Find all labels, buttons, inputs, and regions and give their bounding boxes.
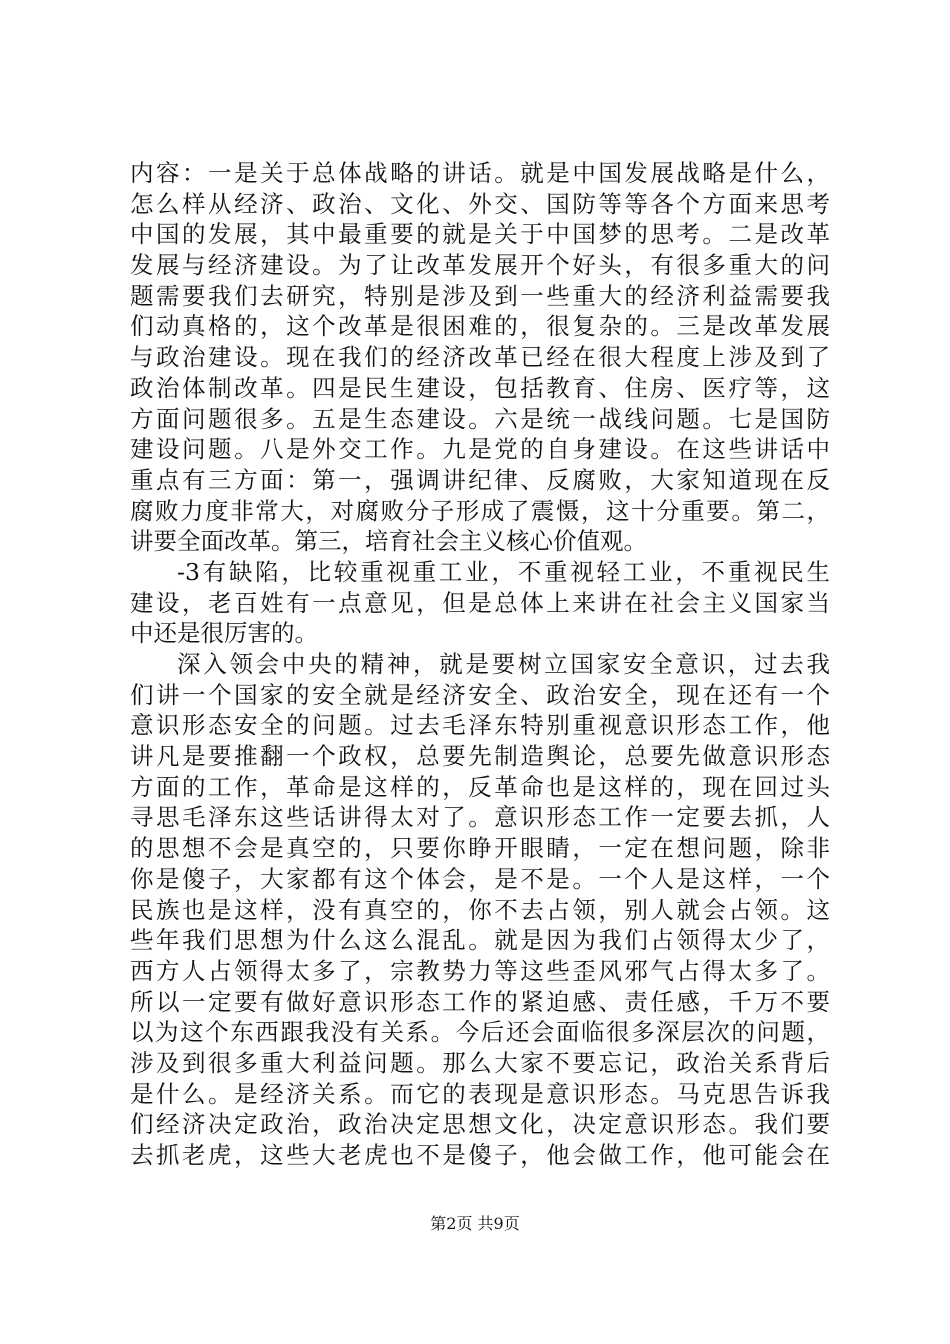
text-line: 中还是很厉害的。 — [130, 619, 318, 648]
text-line: 们动真格的，这个改革是很困难的，很复杂的。三是改革发展 — [130, 312, 830, 341]
page-footer: 第2页 共9页 — [430, 1214, 520, 1233]
text-line: 方面问题很多。五是生态建设。六是统一战线问题。七是国防 — [130, 404, 830, 433]
text-line: 建设，老百姓有一点意见，但是总体上来讲在社会主义国家当 — [130, 588, 830, 617]
text-line: 内容：一是关于总体战略的讲话。就是中国发展战略是什么， — [130, 159, 830, 187]
text-line: 是什么。是经济关系。而它的表现是意识形态。马克思告诉我 — [130, 1079, 830, 1108]
paragraph — [130, 557, 830, 649]
text-line: 发展与经济建设。为了让改革发展开个好头，有很多重大的问 — [130, 251, 830, 280]
text-line: -3有缺陷，比较重视重工业，不重视轻工业，不重视民生 — [177, 557, 830, 586]
text-line: 中国的发展，其中最重要的就是关于中国梦的思考。二是改革 — [130, 220, 830, 249]
text-line: 方面的工作，革命是这样的，反革命也是这样的，现在回过头 — [130, 772, 830, 801]
text-line: 讲要全面改革。第三，培育社会主义核心价值观。 — [130, 527, 647, 556]
text-line: 的思想不会是真空的，只要你睁开眼睛，一定在想问题，除非 — [130, 834, 830, 863]
text-line: 些年我们思想为什么这么混乱。就是因为我们占领得太少了， — [130, 926, 830, 955]
text-line: 重点有三方面：第一，强调讲纪律、反腐败，大家知道现在反 — [130, 465, 830, 494]
text-line: 涉及到很多重大利益问题。那么大家不要忘记，政治关系背后 — [130, 1048, 830, 1077]
paragraph — [130, 158, 830, 557]
text-line: 所以一定要有做好意识形态工作的紧迫感、责任感，千万不要 — [130, 987, 830, 1016]
text-line: 民族也是这样，没有真空的，你不去占领，别人就会占领。这 — [130, 895, 830, 924]
text-line: 们讲一个国家的安全就是经济安全、政治安全，现在还有一个 — [130, 680, 830, 709]
text-line: 深入领会中央的精神，就是要树立国家安全意识，过去我 — [177, 650, 830, 678]
text-line: 与政治建设。现在我们的经济改革已经在很大程度上涉及到了 — [130, 343, 830, 372]
text-line: 西方人占领得太多了，宗教势力等这些歪风邪气占得太多了。 — [130, 956, 830, 985]
text-line: 题需要我们去研究，特别是涉及到一些重大的经济利益需要我 — [130, 281, 830, 310]
paragraph — [130, 649, 830, 1171]
text-line: 寻思毛泽东这些话讲得太对了。意识形态工作一定要去抓，人 — [130, 803, 830, 832]
body-text — [130, 158, 830, 1171]
text-line: 意识形态安全的问题。过去毛泽东特别重视意识形态工作，他 — [130, 711, 830, 740]
text-line: 怎么样从经济、政治、文化、外交、国防等等各个方面来思考 — [130, 189, 830, 218]
text-line: 以为这个东西跟我没有关系。今后还会面临很多深层次的问题， — [130, 1018, 830, 1047]
text-line: 们经济决定政治，政治决定思想文化，决定意识形态。我们要 — [130, 1110, 830, 1139]
text-line: 政治体制改革。四是民生建设，包括教育、住房、医疗等，这 — [130, 373, 830, 402]
text-line: 去抓老虎，这些大老虎也不是傻子，他会做工作，他可能会在 — [130, 1141, 830, 1169]
text-line: 腐败力度非常大，对腐败分子形成了震慑，这十分重要。第二， — [130, 496, 830, 525]
text-line: 讲凡是要推翻一个政权，总要先制造舆论，总要先做意识形态 — [130, 742, 830, 771]
text-line: 你是傻子，大家都有这个体会，是不是。一个人是这样，一个 — [130, 864, 830, 893]
text-line: 建设问题。八是外交工作。九是党的自身建设。在这些讲话中 — [130, 435, 830, 464]
